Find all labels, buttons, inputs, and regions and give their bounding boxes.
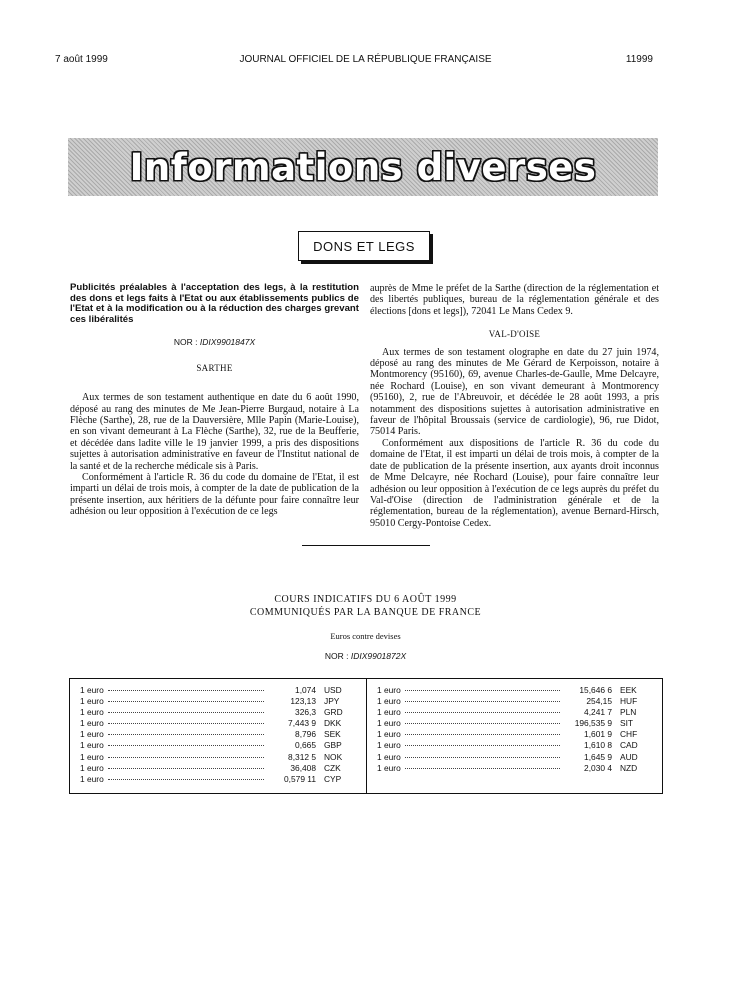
rate-unit: 1 euro <box>80 740 104 751</box>
rate-unit: 1 euro <box>377 729 401 740</box>
rate-currency: PLN <box>620 707 637 718</box>
paragraph: auprès de Mme le préfet de la Sarthe (direction de la réglementation et des libertés publiques, bureau de la réglementation générale et des élections [dons et legs]), 72041 Le Mans Cedex 9. <box>370 283 659 317</box>
rate-value: 326,3 <box>295 707 316 718</box>
header-date: 7 août 1999 <box>55 54 108 65</box>
rate-value: 1,601 9 <box>584 729 612 740</box>
rate-unit: 1 euro <box>377 740 401 751</box>
banner-title: Informations diverses <box>129 145 597 189</box>
place-heading-sarthe: SARTHE <box>196 362 233 373</box>
rate-unit: 1 euro <box>80 773 104 784</box>
rate-value: 1,645 9 <box>584 751 612 762</box>
rate-row <box>80 729 358 740</box>
rate-row <box>80 774 358 785</box>
rate-value: 2,030 4 <box>584 762 612 773</box>
rate-currency: GBP <box>324 740 342 751</box>
rate-value: 1,610 8 <box>584 740 612 751</box>
rate-value: 1,074 <box>295 685 316 695</box>
paragraph: Aux termes de son testament authentique en date du 6 août 1990, déposé au rang des minutes de Me Jean-Pierre Burgaud, notaire à La Flèche (Sarthe), 28, rue de la Dauversière, Mlle Papin (Marie-Louise), en son vivant demeurant à La Flèche (Sarthe), 32, rue de la Beufferie, et décédée dans ladite ville le 19 janvier 1999, a pris des dispositions sujettes à autorisation administrative en faveur de l'Institut national de la santé et de la recherche médicale sis à Paris. <box>70 392 359 472</box>
rate-currency: CYP <box>324 773 342 784</box>
rate-unit: 1 euro <box>377 685 401 695</box>
rate-row <box>377 729 654 740</box>
dot-leader <box>405 701 560 702</box>
dot-leader <box>108 723 264 724</box>
dot-leader <box>108 745 264 746</box>
exchange-rates-table <box>69 678 663 794</box>
rate-value: 254,15 <box>586 696 612 707</box>
dot-leader <box>405 734 560 735</box>
rate-currency: AUD <box>620 751 638 762</box>
rate-value: 36,408 <box>290 762 316 773</box>
rate-row <box>377 685 654 696</box>
rate-row <box>377 740 654 751</box>
rate-currency: SEK <box>324 729 341 740</box>
dot-leader <box>405 745 560 746</box>
rate-unit: 1 euro <box>377 707 401 718</box>
page-number: 11999 <box>625 54 653 65</box>
paragraph: Aux termes de son testament olographe en date du 27 juin 1974, déposé au rang des minutes de Me Gérard de Kerpoisson, notaire à Montmorency (95160), 69, avenue Charles-de-Gaulle, Mme Delcayre, née Rochard (Louise), en son vivant demeurant à Montmorency (95160), 2, rue de l'Abreuvoir, et décédée le 28 août 1993, a pris notamment des dispositions sujettes à autorisation administrative en faveur de l'hôpital Broussais (service de cardiologie), 96, rue Didot, 75014 Paris. <box>370 346 659 438</box>
rate-currency: USD <box>324 685 342 695</box>
place-heading-valdoise: VAL-D'OISE <box>488 329 541 340</box>
rate-unit: 1 euro <box>377 696 401 707</box>
rate-currency: HUF <box>620 696 638 707</box>
rate-currency: JPY <box>324 696 340 707</box>
dot-leader <box>108 768 264 769</box>
rate-currency: SIT <box>620 718 634 729</box>
rates-column-right <box>366 679 662 793</box>
rate-unit: 1 euro <box>80 762 104 773</box>
rate-row <box>377 696 654 707</box>
rate-unit: 1 euro <box>377 762 401 773</box>
rate-value: 4,241 7 <box>584 707 612 718</box>
dot-leader <box>405 723 560 724</box>
dot-leader <box>405 690 560 691</box>
rates-title: COURS INDICATIFS DU 6 AOÛT 1999 <box>274 594 457 605</box>
rate-value: 8,796 <box>295 729 316 740</box>
rate-unit: 1 euro <box>80 707 104 718</box>
rate-unit: 1 euro <box>80 696 104 707</box>
dot-leader <box>405 712 560 713</box>
rate-currency: NZD <box>620 762 638 773</box>
rate-currency: CAD <box>620 740 638 751</box>
rate-currency: NOK <box>324 751 343 762</box>
separator-rule <box>302 545 430 546</box>
rate-value: 7,443 9 <box>288 718 316 729</box>
rate-currency: EEK <box>620 685 637 695</box>
rate-row <box>80 740 358 751</box>
rate-row <box>377 707 654 718</box>
rate-currency: CHF <box>620 729 638 740</box>
rate-unit: 1 euro <box>377 751 401 762</box>
paragraph: Conformément aux dispositions de l'article R. 36 du code du domaine de l'Etat, il est imparti un délai de trois mois, à compter de la date de publication de la présente insertion, aux ayants droit inconnus de Mme Delcayre, née Rochard (Louise), pour faire connaître leur adhésion ou leur opposition à l'exécution de ce legs auprès du préfet du Val-d'Oise (direction de l'administration générale et de la réglementation, bureau de la réglementation), avenue Bernard-Hirsch, 95010 Cergy-Pontoise Cedex. <box>370 437 659 529</box>
dot-leader <box>405 757 560 758</box>
rate-value: 0,579 11 <box>284 773 316 784</box>
rates-column-left <box>70 679 366 793</box>
article-heading: Publicités préalables à l'acceptation des legs, à la restitution des dons et legs faits à l'Etat ou aux établissements publics de l'Etat et à la modification ou à la réduction des charges grevant ces libéralités <box>70 282 359 325</box>
rate-currency: GRD <box>324 707 343 718</box>
banner <box>68 138 658 196</box>
rate-row <box>377 752 654 763</box>
rate-value: 15,646 6 <box>579 685 612 695</box>
nor-label: NOR : <box>324 651 349 661</box>
dot-leader <box>108 757 264 758</box>
rate-value: 196,535 9 <box>574 718 612 729</box>
nor-reference <box>70 337 359 348</box>
paragraph: Conformément à l'article R. 36 du code du domaine de l'Etat, il est imparti un délai de trois mois, à compter de la date de publication de la présente insertion, aux héritiers de la défunte pour faire connaître leur adhésion ou leur opposition à l'exécution de ce legs <box>70 472 359 518</box>
dot-leader <box>108 779 264 780</box>
rate-value: 8,312 5 <box>288 751 316 762</box>
rate-row <box>80 685 358 696</box>
nor-value: IDIX9901872X <box>350 651 407 661</box>
dot-leader <box>108 734 264 735</box>
section-title-box <box>298 231 430 261</box>
rate-row <box>377 718 654 729</box>
rate-unit: 1 euro <box>80 685 104 695</box>
rate-currency: CZK <box>324 762 341 773</box>
rate-value: 123,13 <box>290 696 316 707</box>
rate-value: 0,665 <box>295 740 316 751</box>
dot-leader <box>108 690 264 691</box>
rate-row <box>377 763 654 774</box>
rate-currency: DKK <box>324 718 342 729</box>
rate-row <box>80 752 358 763</box>
rate-row <box>80 718 358 729</box>
nor-label: NOR : <box>173 337 198 348</box>
rates-nor <box>0 651 731 661</box>
section-title: DONS ET LEGS <box>313 238 415 254</box>
rate-row <box>80 763 358 774</box>
rate-row <box>80 707 358 718</box>
right-column <box>370 283 659 529</box>
rate-row <box>80 696 358 707</box>
journal-title: JOURNAL OFFICIEL DE LA RÉPUBLIQUE FRANÇAISE <box>239 54 492 65</box>
rate-unit: 1 euro <box>80 751 104 762</box>
dot-leader <box>108 701 264 702</box>
left-column <box>70 283 359 518</box>
dot-leader <box>108 712 264 713</box>
rates-source: COMMUNIQUÉS PAR LA BANQUE DE FRANCE <box>249 607 482 618</box>
rate-unit: 1 euro <box>377 718 401 729</box>
rate-unit: 1 euro <box>80 718 104 729</box>
rates-subtitle: Euros contre devises <box>330 631 401 641</box>
dot-leader <box>405 768 560 769</box>
rate-unit: 1 euro <box>80 729 104 740</box>
nor-value: IDIX9901847X <box>199 337 256 348</box>
